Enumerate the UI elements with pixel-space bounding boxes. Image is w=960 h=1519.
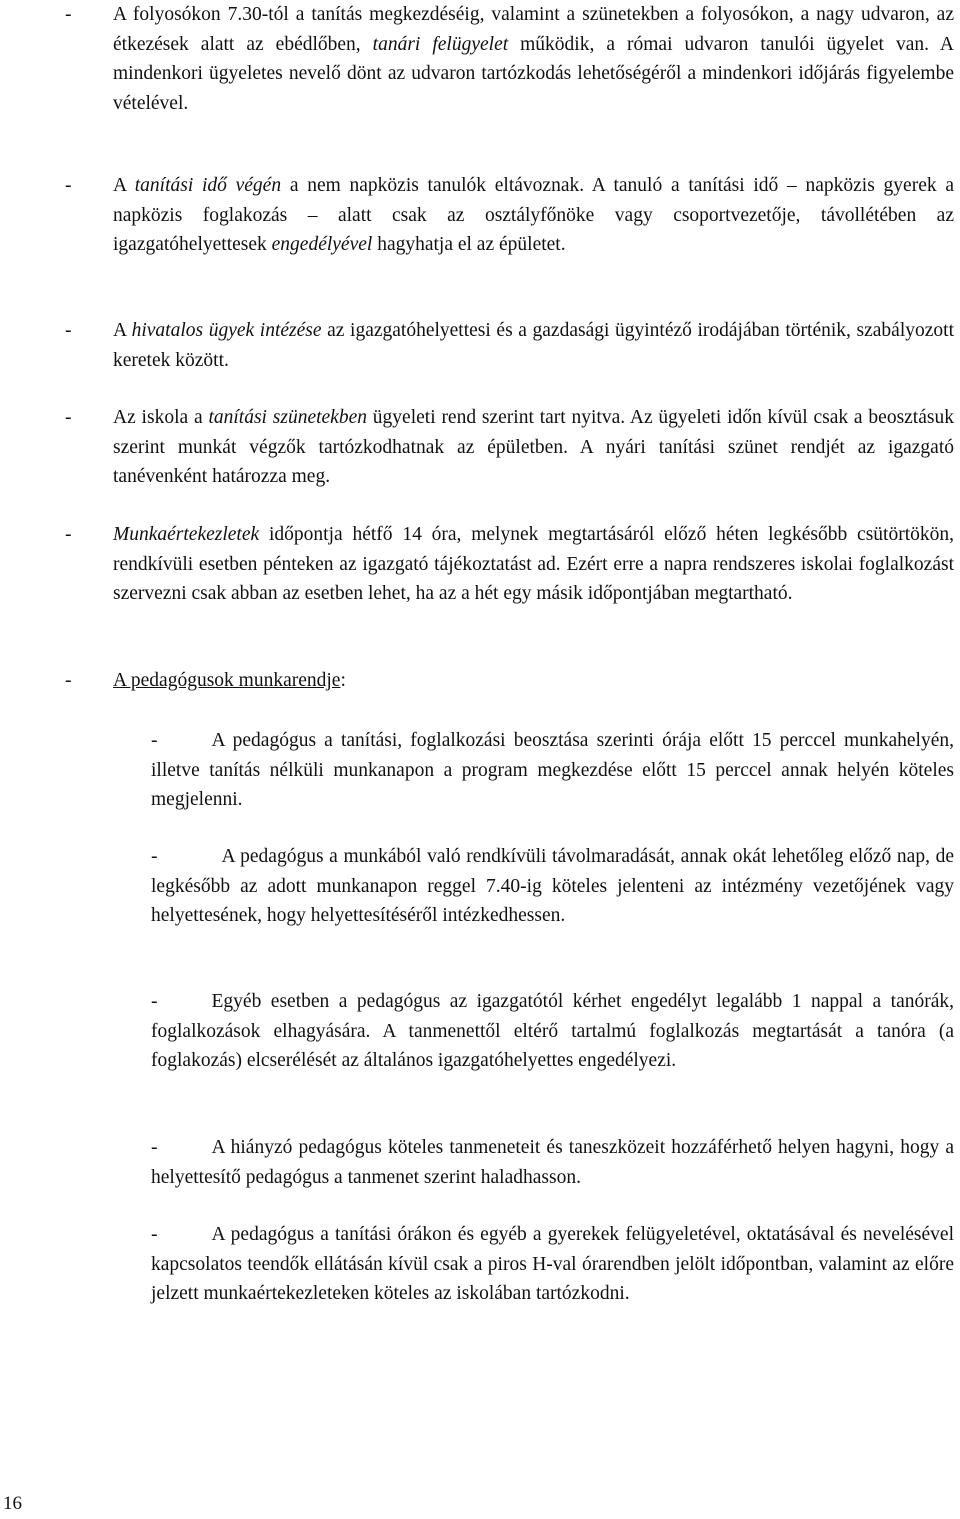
item-emphasis: tanítási szünetekben bbox=[208, 407, 367, 428]
sub-item-absence-report bbox=[151, 842, 954, 931]
item-text: A bbox=[113, 320, 132, 341]
item-text: : bbox=[340, 670, 346, 691]
item-emphasis: tanári felügyelet bbox=[372, 33, 509, 55]
list-item-teacher-schedule-heading bbox=[65, 666, 954, 696]
sub-item-leave-permission bbox=[151, 987, 954, 1076]
item-emphasis: tanítási idő végén bbox=[134, 175, 282, 196]
bullet-dash: - bbox=[65, 4, 72, 25]
list-item-end-of-lessons bbox=[65, 171, 954, 260]
bullet-dash: - bbox=[65, 320, 72, 341]
item-text: időpontja hétfő 14 óra, melynek megtartásáról előző héten legkésőbb csütörtökön, rendkívüli esetben pénteken az igazgató tájékoztatást ad. Ezért erre a napra rendszeres iskolai foglalkozást szervezni csak abban az esetben lehet, ha az a hét egy másik időpontjában megtartható. bbox=[113, 524, 954, 604]
sub-item-text: A pedagógus a munkából való rendkívüli távolmaradását, annak okát lehetőleg előző nap, de legkésőbb az adott munkanapon reggel 7.40-ig köteles jelenteni az intézmény vezetőjének vagy helyettesének, hogy helyettesítéséről intézkedhessen. bbox=[151, 846, 954, 926]
item-text: A bbox=[113, 175, 135, 196]
bullet-dash: - bbox=[65, 524, 72, 545]
sub-item-text: A pedagógus a tanítási, foglalkozási beosztása szerinti órája előtt 15 perccel munkahelyén, illetve tanítás nélküli munkanapon a program megkezdése előtt 15 perccel annak helyén köteles megjelenni. bbox=[151, 730, 954, 810]
list-item-staff-meetings bbox=[65, 520, 954, 609]
list-item-hallway-supervision bbox=[65, 0, 954, 118]
item-emphasis: hivatalos ügyek intézése bbox=[131, 320, 322, 341]
bullet-dash: - bbox=[65, 175, 72, 196]
sub-item-text: A pedagógus a tanítási órákon és egyéb a gyerekek felügyeletével, oktatásával és nevelésével kapcsolatos teendők ellátásán kívül csak a piros H-val órarendben jelölt időpontban, valamint az előre jelzett munkaértekezleteken köteles az iskolában tartózkodni. bbox=[151, 1224, 954, 1304]
sub-item-text: A hiányzó pedagógus köteles tanmeneteit és taneszközeit hozzáférhető helyen hagyni, hogy a helyettesítő pedagógus a tanmenet szerint haladhasson. bbox=[151, 1137, 954, 1188]
section-heading: A pedagógusok munkarendje bbox=[113, 670, 341, 691]
bullet-dash: - bbox=[151, 991, 158, 1012]
item-text: ügyeleti rend szerint tart nyitva. Az ügyeleti időn kívül csak a beosztásuk szerint munkát végzők tartózkodhatnak az épületben. A nyári tanítási szünet rendjét az igazgató tanévenként határozza meg. bbox=[113, 407, 954, 487]
sub-item-lesson-plans bbox=[151, 1133, 954, 1192]
item-emphasis: Munkaértekezletek bbox=[113, 524, 260, 545]
sub-item-arrival bbox=[151, 726, 954, 815]
list-item-school-holidays bbox=[65, 403, 954, 492]
bullet-dash: - bbox=[151, 1224, 158, 1245]
list-item-official-affairs bbox=[65, 316, 954, 375]
bullet-dash: - bbox=[151, 730, 158, 751]
item-text: működik, a római udvaron tanulói ügyelet van. A mindenkori ügyeletes nevelő dönt az udvaron tartózkodás lehetőségéről a mindenkori időjárás figyelembe vételével. bbox=[113, 33, 954, 114]
page-number: 16 bbox=[3, 1493, 22, 1514]
bullet-dash: - bbox=[151, 1137, 158, 1158]
bullet-dash: - bbox=[65, 407, 72, 428]
item-text: az igazgatóhelyettesi és a gazdasági ügyintéző irodájában történik, szabályozott keretek között. bbox=[113, 320, 954, 371]
item-text: hagyhatja el az épületet. bbox=[372, 234, 566, 255]
item-text: A folyosókon 7.30-tól a tanítás megkezdéséig, valamint a szünetekben a folyosókon, a nagy udvaron, az étkezések alatt az ebédlőben, bbox=[113, 4, 954, 55]
sub-item-text: Egyéb esetben a pedagógus az igazgatótól kérhet engedélyt legalább 1 nappal a tanórák, foglalkozások elhagyására. A tanmenettől eltérő tartalmú foglalkozás megtartását a tanóra (a foglakozás) elcserélését az általános igazgatóhelyettes engedélyezi. bbox=[151, 991, 954, 1071]
bullet-dash: - bbox=[151, 846, 158, 867]
item-text: Az iskola a bbox=[113, 407, 209, 428]
item-text: a nem napközis tanulók eltávoznak. A tanuló a tanítási idő – napközis gyerek a napközis foglakozás – alatt csak az osztályfőnöke vagy csoportvezetője, távollétében az igazgatóhelyettesek bbox=[113, 175, 954, 255]
bullet-dash: - bbox=[65, 670, 72, 691]
sub-item-presence-duty bbox=[151, 1220, 954, 1309]
item-emphasis: engedélyével bbox=[271, 234, 373, 255]
